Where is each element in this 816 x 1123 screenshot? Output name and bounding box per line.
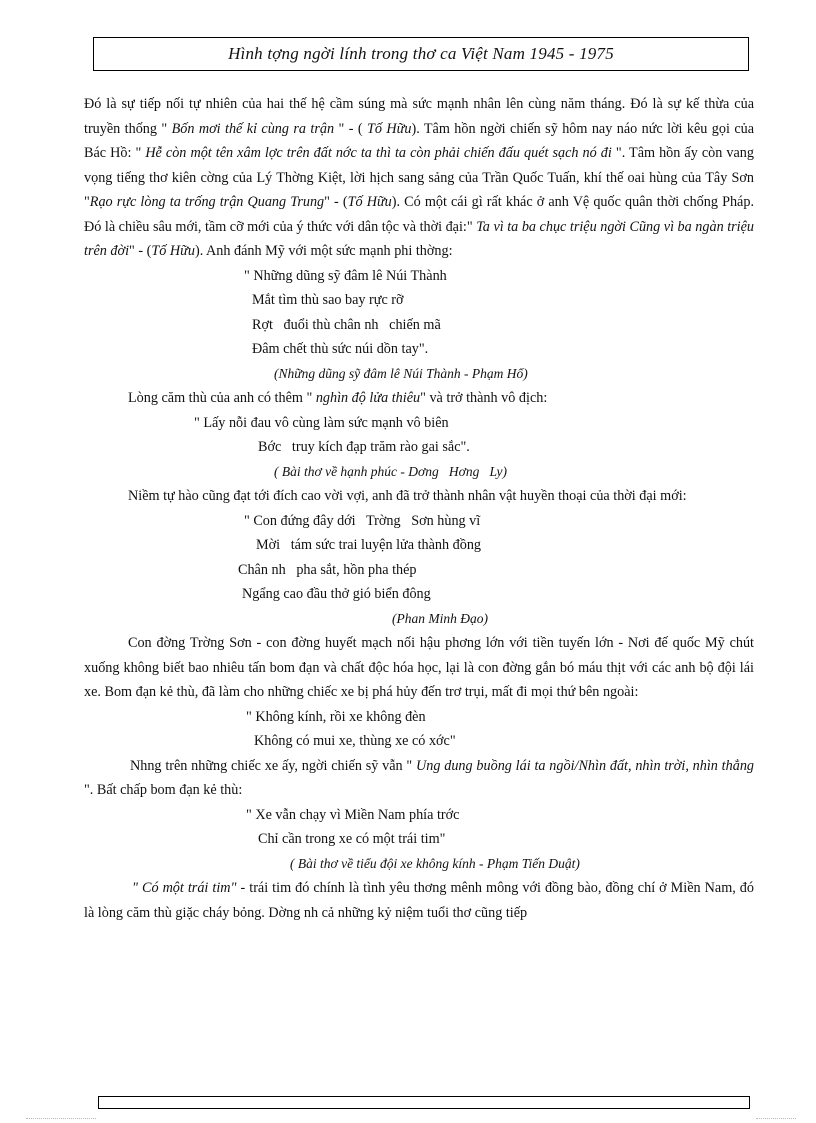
- p2-text-a: Lòng căm thù của anh có thêm ": [128, 390, 316, 406]
- poem-3: [84, 509, 754, 632]
- p1-text-m: " - (: [129, 243, 152, 259]
- poem-1-line-2: Mắt tìm thù sao bay rực rỡ: [252, 292, 404, 308]
- paragraph-4: Con đờng Trờng Sơn - con đờng huyết mạch nối hậu phơng lớn với tiền tuyến lớn - Nơi đế quốc Mỹ chút xuống không biết bao nhiêu tấn bom đạn và chất độc hóa học, lại là con đờng gắn bó máu thịt với các anh bộ đội lái xe. Bom đạn kẻ thù, đã làm cho những chiếc xe bị phá hủy đến trơ trụi, mất đi mọi thứ bên ngoài:: [84, 635, 754, 700]
- p1-author-1: Tố Hữu: [366, 120, 412, 137]
- p5-quote: Ung dung buồng lái ta ngồi/Nhìn đất, nhìn trời, nhìn thẳng: [416, 757, 755, 774]
- paragraph-2: [84, 386, 754, 411]
- p1-text-e: ). Tâm hồn ngời chiến sỹ hôm nay náo nức lời kêu gọi của Bác Hồ: ": [84, 120, 755, 161]
- p1-quote-2: Hễ còn một tên xâm lợc trên đất nớc ta thì ta còn phải chiến đấu quét sạch nó đi: [145, 145, 612, 161]
- p1-text-g: ". Tâm hồn ấy còn vang vọng tiếng thơ kiên cờng của Lý Thờng Kiệt, lời hịch sang sảng của Trần Quốc Tuấn, khí thế oai hùng của Tây Sơn ": [84, 145, 754, 210]
- paragraph-6: [84, 876, 754, 925]
- poem-3-line-3: Chân nh pha sắt, hồn pha thép: [238, 561, 417, 578]
- paragraph-5: [84, 754, 754, 803]
- poem-3-line-1: " Con đứng đây dới Trờng Sơn hùng vĩ: [244, 512, 481, 529]
- poem-1-line-1: " Những dũng sỹ đâm lê Núi Thành: [244, 267, 447, 284]
- poem-2-line-2: Bớc truy kích đạp trăm rào gai sắc".: [258, 439, 470, 455]
- poem-2: [84, 411, 754, 485]
- poem-2-citation: ( Bài thơ về hạnh phúc - Dơng Hơng Ly): [274, 463, 508, 479]
- poem-3-line-4: Ngẩng cao đầu thở gió biển đông: [242, 586, 431, 602]
- page-header: [93, 37, 749, 71]
- document-body: [84, 92, 754, 925]
- poem-5-line-2: Chỉ cần trong xe có một trái tim": [258, 831, 446, 847]
- poem-5-citation: ( Bài thơ về tiểu đội xe không kính - Phạm Tiến Duật): [290, 855, 580, 871]
- p1-quote-4: Ta vì ta ba chục triệu ngời Cũng vì ba ngàn triệu trên đời: [84, 218, 755, 259]
- p1-text-c: " - (: [334, 120, 367, 137]
- poem-3-citation: (Phan Minh Đạo): [392, 610, 488, 626]
- p1-author-3: Tố Hữu: [151, 243, 195, 259]
- p1-text-o: ). Anh đánh Mỹ với một sức mạnh phi thờng:: [194, 243, 453, 259]
- p1-text-k: ). Có một cái gì rất khác ở anh Vệ quốc quân thời chống Pháp. Đó là chiều sâu mới, tầm cỡ mới của ý thức với dân tộc và thời đại:": [84, 194, 754, 235]
- header-title: Hình tợng ngời lính trong thơ ca Việt Nam 1945 - 1975: [228, 44, 614, 63]
- p2-quote: nghìn độ lửa thiêu: [315, 390, 421, 406]
- paragraph-3: Niềm tự hào cũng đạt tới đích cao vời vợi, anh đã trở thành nhân vật huyền thoại của thời đại mới:: [128, 488, 687, 504]
- p6-quote: " Có một trái tim": [132, 880, 237, 896]
- poem-4-line-2: Không có mui xe, thùng xe có xớc": [254, 733, 456, 749]
- p1-author-2: Tố Hữu: [347, 194, 392, 210]
- p1-quote-3: Rạo rực lòng ta trống trận Quang Trung: [89, 194, 325, 210]
- p2-text-c: " và trở thành vô địch:: [420, 390, 548, 406]
- poem-1-citation: (Những dũng sỹ đâm lê Núi Thành - Phạm Hổ): [274, 365, 528, 381]
- paragraph-1: [84, 92, 754, 264]
- p6-text-b: - trái tim đó chính là tình yêu thơng mênh mông với đồng bào, đồng chí ở Miền Nam, đó là lòng căm thù giặc cháy bỏng. Dờng nh cả những kỷ niệm tuổi thơ cũng tiếp: [84, 880, 754, 921]
- poem-3-line-2: Mời tám sức trai luyện lửa thành đồng: [256, 537, 482, 553]
- p5-text-a: Nhng trên những chiếc xe ấy, ngời chiến sỹ vẫn ": [130, 757, 417, 774]
- p5-text-c: ". Bất chấp bom đạn kẻ thù:: [84, 782, 243, 798]
- poem-1-line-4: Đâm chết thù sức núi dồn tay".: [252, 341, 429, 357]
- poem-5: [84, 803, 754, 877]
- poem-1-line-3: Rợt đuổi thù chân nh chiến mã: [252, 316, 441, 333]
- p1-text-a: Đó là sự tiếp nối tự nhiên của hai thế hệ cầm súng mà sức mạnh nhân lên cùng năm tháng. Đó là sự kế thừa của truyền thống ": [84, 96, 754, 137]
- poem-2-line-1: " Lấy nỗi đau vô cùng làm sức mạnh vô biên: [194, 414, 449, 431]
- footer-dots-right: [756, 1118, 796, 1120]
- poem-4: [84, 705, 754, 754]
- p1-quote-1: Bốn mơi thế kỉ cùng ra trận: [171, 120, 335, 137]
- page-footer: [98, 1096, 750, 1109]
- poem-4-line-1: " Không kính, rồi xe không đèn: [246, 708, 426, 725]
- footer-dots-left: [26, 1118, 96, 1120]
- poem-1: [84, 264, 754, 387]
- p1-text-i: " - (: [324, 194, 348, 210]
- poem-5-line-1: " Xe vẫn chạy vì Miền Nam phía trớc: [246, 806, 460, 823]
